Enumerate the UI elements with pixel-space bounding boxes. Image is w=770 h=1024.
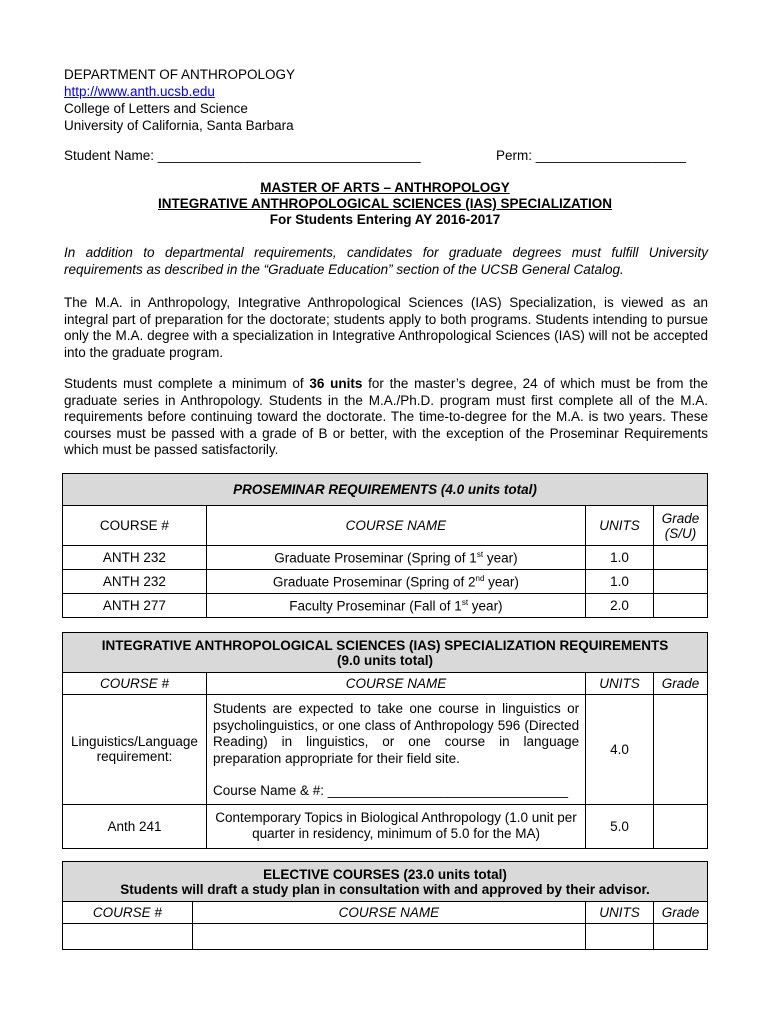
units-text-post: for the master’s degree, 24 of which must be from the graduate series in Anthropology. Students in the M.A./Ph.D. program must first complete all of the M.A. requirements before continuing toward the doctorate. The time-to-degree for the M.A. is two years. These courses must be passed with a grade of B or better, with the exception of the Proseminar Requirements which must be passed satisfactorily. [64, 376, 708, 457]
course-name-field[interactable]: Course Name & #: ________________________________ [212, 783, 569, 798]
electives-header-grade: Grade [653, 902, 707, 924]
table-row [63, 570, 708, 594]
document-title [0, 180, 770, 228]
electives-title [63, 862, 708, 902]
course-name [206, 695, 585, 805]
proseminar-title: PROSEMINAR REQUIREMENTS (4.0 units total) [63, 474, 708, 506]
intro-paragraph: In addition to departmental requirements, candidates for graduate degrees must fulfill University requirements as described in the “Graduate Education” section of the UCSB General Catalog. [64, 245, 708, 277]
overview-paragraph: The M.A. in Anthropology, Integrative Anthropological Sciences (IAS) Specialization, is viewed as an integral part of preparation for the doctorate; students apply to both programs. Students intending to pursue only the M.A. degree with a specialization in Integrative Anthropological Sciences (IAS) will not be accepted into the graduate program. [64, 295, 708, 360]
department-header [64, 66, 295, 134]
title-entering-year: For Students Entering AY 2016-2017 [269, 212, 501, 227]
course-name: Faculty Proseminar (Fall of 1st year) [206, 594, 585, 618]
grade-cell[interactable] [653, 546, 707, 570]
units-text-pre: Students must complete a minimum of [64, 376, 310, 391]
ias-title-line1: INTEGRATIVE ANTHROPOLOGICAL SCIENCES (IAS) SPECIALIZATION REQUIREMENTS [101, 637, 669, 653]
proseminar-header-grade [653, 506, 707, 546]
ias-header-grade: Grade [654, 673, 708, 695]
course-name: Graduate Proseminar (Spring of 1st year) [206, 546, 585, 570]
course-name: Contemporary Topics in Biological Anthropology (1.0 unit per quarter in residency, minimum of 5.0 for the MA) [206, 804, 585, 848]
course-units: 1.0 [586, 570, 654, 594]
title-specialization: INTEGRATIVE ANTHROPOLOGICAL SCIENCES (IAS) SPECIALIZATION [157, 196, 613, 211]
course-number: Linguistics/Language requirement: [63, 695, 207, 805]
college-name: College of Letters and Science [64, 101, 248, 116]
proseminar-table [62, 473, 708, 618]
proseminar-header-course: COURSE # [63, 506, 207, 546]
grade-label: Grade [661, 510, 700, 526]
course-units: 1.0 [586, 546, 654, 570]
course-name-cell[interactable] [192, 924, 585, 950]
department-url-link[interactable]: http://www.anth.ucsb.edu [64, 84, 215, 99]
department-name: DEPARTMENT OF ANTHROPOLOGY [64, 67, 296, 82]
electives-title-line1: ELECTIVE COURSES (23.0 units total) [263, 866, 507, 882]
table-row [63, 594, 708, 618]
grade-cell[interactable] [654, 695, 708, 805]
course-name: Graduate Proseminar (Spring of 2nd year) [206, 570, 585, 594]
course-number-cell[interactable] [63, 924, 193, 950]
student-name-field[interactable]: Student Name: ___________________________________ [64, 148, 421, 163]
units-paragraph [64, 376, 708, 459]
ias-title [63, 633, 708, 673]
course-number: ANTH 232 [63, 546, 207, 570]
course-number: ANTH 232 [63, 570, 207, 594]
ias-header-name: COURSE NAME [206, 673, 585, 695]
perm-field[interactable]: Perm: ____________________ [496, 148, 686, 163]
course-units: 2.0 [586, 594, 654, 618]
course-units-cell[interactable] [586, 924, 654, 950]
table-row [63, 924, 708, 950]
table-row [63, 695, 708, 805]
grade-cell[interactable] [653, 594, 707, 618]
electives-table [62, 861, 708, 950]
proseminar-header-units: UNITS [586, 506, 654, 546]
course-description: Students are expected to take one course in linguistics or psycholinguistics, or one class of Anthropology 596 (Directed Reading) in linguistics, or one course in language preparation appropriate for their field site. [212, 701, 580, 766]
course-units: 5.0 [586, 804, 654, 848]
ias-header-units: UNITS [586, 673, 654, 695]
electives-header-units: UNITS [586, 902, 654, 924]
table-row [63, 804, 708, 848]
units-text-bold: 36 units [309, 376, 363, 391]
grade-cell[interactable] [653, 924, 707, 950]
course-number: ANTH 277 [63, 594, 207, 618]
ias-title-line2: (9.0 units total) [336, 652, 433, 668]
university-name: University of California, Santa Barbara [64, 118, 294, 133]
grade-su-label: (S/U) [664, 525, 697, 541]
electives-header-name: COURSE NAME [192, 902, 585, 924]
ias-header-course: COURSE # [63, 673, 207, 695]
course-units: 4.0 [586, 695, 654, 805]
proseminar-header-name: COURSE NAME [206, 506, 585, 546]
course-number: Anth 241 [63, 804, 207, 848]
ias-table [62, 632, 708, 849]
electives-header-course: COURSE # [63, 902, 193, 924]
title-degree: MASTER OF ARTS – ANTHROPOLOGY [260, 180, 510, 195]
table-row [63, 546, 708, 570]
electives-title-line2: Students will draft a study plan in consultation with and approved by their advisor. [120, 881, 650, 897]
grade-cell[interactable] [653, 570, 707, 594]
grade-cell[interactable] [654, 804, 708, 848]
student-info-line [64, 148, 708, 163]
